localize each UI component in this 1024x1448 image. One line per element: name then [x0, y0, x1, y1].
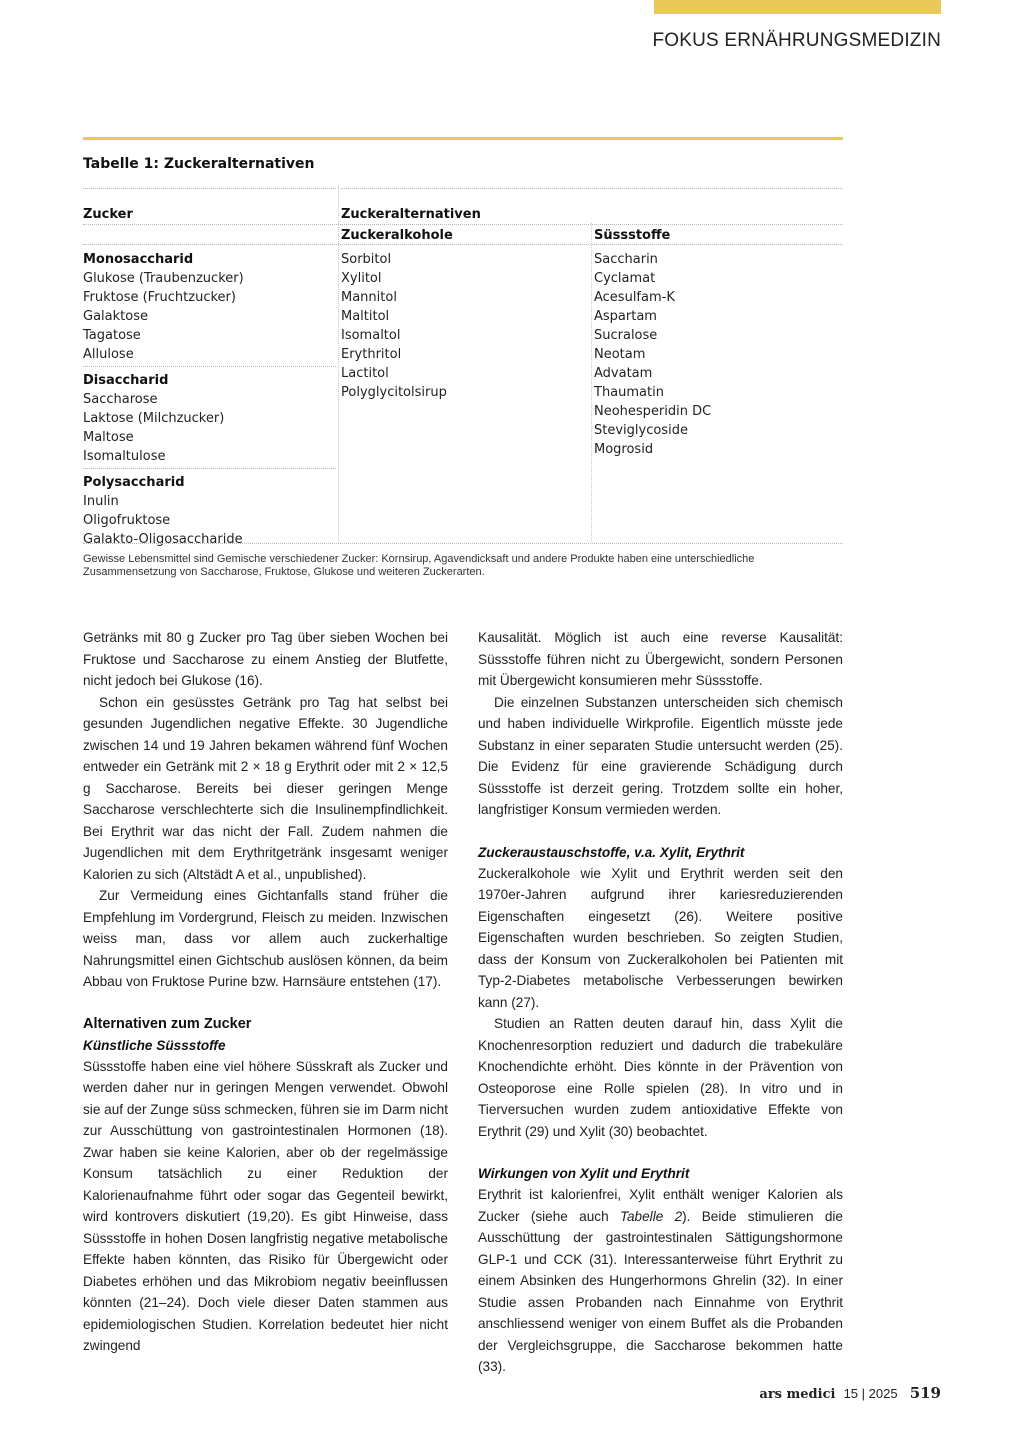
paragraph: Studien an Ratten deuten darauf hin, dass Xylit die Knochenresorption reduziert und dadurch die trabekuläre Knochendichte erhöht. Dies könnte in der Prävention von Osteoporose eine Rolle spielen (28). In vitro und in Tierversuchen wurden zudem antioxidative Effekte von Erythrit (29) und Xylit (30) beobachtet.: [478, 1016, 843, 1139]
subsection-heading: Zuckeraustauschstoffe, v.a. Xylit, Erythrit: [478, 844, 745, 860]
list-item: Laktose (Milchzucker): [83, 411, 225, 426]
column-divider: [338, 186, 339, 542]
list-item: Mannitol: [341, 290, 397, 305]
group-polysaccharid: [83, 468, 336, 549]
list-item: Mogrosid: [594, 442, 654, 457]
paragraph: Kausalität. Möglich ist auch eine reverse Kausalität: Süssstoffe führen nicht zu Übergewicht, sondern Personen mit Übergewicht konsumieren mehr Süssstoffe.: [478, 630, 843, 688]
list-item: Xylitol: [341, 271, 382, 286]
list-item: Inulin: [83, 494, 119, 509]
zucker-column: [83, 246, 336, 549]
group-heading: Polysaccharid: [83, 475, 185, 490]
table-rule: [83, 188, 336, 189]
list-item: Oligofruktose: [83, 513, 171, 528]
list-item: Acesulfam-K: [594, 290, 675, 305]
paragraph: Zuckeralkohole wie Xylit und Erythrit werden seit den 1970er-Jahren aufgrund ihrer kariesreduzierenden Eigenschaften eingesetzt (26). Weitere positive Eigenschaften wurden beschrieben. So zeigten Studien, dass der Konsum von Zuckeralkoholen bei Patienten mit Typ-2-Diabetes metabolische Verbesserungen bewirken kann (27).: [478, 865, 843, 1010]
list-item: Galakto-Oligosaccharide: [83, 532, 243, 547]
list-item: Saccharin: [594, 252, 658, 267]
list-item: Thaumatin: [594, 385, 664, 400]
journal-name: ars medici: [759, 1387, 836, 1402]
paragraph: Schon ein gesüsstes Getränk pro Tag hat selbst bei gesunden Jugendlichen negative Effekte. 30 Jugendliche zwischen 14 und 19 Jahren bekamen während fünf Wochen entweder ein Getränk mit 2 × 18 g Erythrit oder mit 2 × 12,5 g Saccharose. Bereits bei dieser geringen Menge Saccharose verschlechterte sich die Insulinempfindlichkeit. Bei Erythrit war das nicht der Fall. Zudem nahmen die Jugendlichen mit dem Erythritgetränk insgesamt weniger Kalorien zu sich (Altstädt A et al., unpublished).: [83, 694, 448, 882]
list-item: Tagatose: [83, 328, 141, 343]
suessstoffe-column: [594, 250, 843, 459]
group-heading: Monosaccharid: [83, 252, 194, 267]
list-item: Steviglycoside: [594, 423, 688, 438]
subsection-heading: Wirkungen von Xylit und Erythrit: [478, 1166, 690, 1181]
list-item: Neohesperidin DC: [594, 404, 712, 419]
list-item: Sorbitol: [341, 252, 392, 267]
table-top-rule: [83, 137, 843, 140]
subheader-zuckeralkohole: Zuckeralkohole: [341, 228, 453, 243]
list-item: Aspartam: [594, 309, 657, 324]
subheader-suessstoffe: Süssstoffe: [594, 228, 671, 243]
paragraph: Die einzelnen Substanzen unterscheiden sich chemisch und haben individuelle Wirkprofile. Eigentlich müsste jede Substanz in einer separaten Studie untersucht werden (25). Die Evidenz für eine gravierende Schädigung durch Süssstoffe ist derzeit gering. Trotzdem sollte ein hoher, langfristiger Konsum vermieden werden.: [478, 694, 843, 817]
paragraph: [478, 1184, 843, 1378]
list-item: Polyglycitolsirup: [341, 385, 447, 400]
paragraph: Zur Vermeidung eines Gichtanfalls stand früher die Empfehlung im Vordergrund, Fleisch zu meiden. Inzwischen weiss man, dass vor allem auch zuckerhaltige Nahrungsmittel einen Gichtschub auslösen können, da beim Abbau von Fruktose Purine bzw. Harnsäure entstehen (17).: [83, 888, 448, 989]
group-monosaccharid: [83, 246, 336, 364]
group-heading: Disaccharid: [83, 373, 169, 388]
list-item: Galaktose: [83, 309, 148, 324]
list-item: Isomaltol: [341, 328, 401, 343]
zuckeralkohole-column: [341, 250, 589, 402]
list-item: Lactitol: [341, 366, 389, 381]
table-footnote: Gewisse Lebensmittel sind Gemische verschiedener Zucker: Kornsirup, Agavendicksaft und andere Produkte haben eine unterschiedliche Zusammensetzung von Saccharose, Fruktose, Glukose und weiteren Zuckerarten.: [83, 553, 755, 578]
paragraph: Getränks mit 80 g Zucker pro Tag über sieben Wochen bei Fruktose und Saccharose zu einem Anstieg der Blutfette, nicht jedoch bei Glukose (16).: [83, 630, 448, 688]
list-item: Neotam: [594, 347, 646, 362]
table-title: Tabelle 1: Zuckeralternativen: [83, 156, 315, 172]
list-item: Erythritol: [341, 347, 402, 362]
subsection-heading: Künstliche Süssstoffe: [83, 1037, 226, 1053]
list-item: Fruktose (Fruchtzucker): [83, 290, 236, 305]
list-item: Glukose (Traubenzucker): [83, 271, 244, 286]
list-item: Isomaltulose: [83, 449, 166, 464]
paragraph: Süssstoffe haben eine viel höhere Süsskraft als Zucker und werden daher nur in geringen Mengen verwendet. Obwohl sie auf der Zunge süss schmecken, führen sie im Darm nicht zur Ausschüttung von gastrointestinalen Hormonen (18). Zwar haben sie keine Kalorien, aber ob der regelmässige Konsum tatsächlich zu einer Reduktion der Kalorienaufnahme führt oder sogar das Gegenteil bewirkt, wird kontrovers diskutiert (19,20). Es gibt Hinweise, dass Süssstoffe in hohen Dosen langfristig negative metabolische Effekte haben könnten, das Risiko für Übergewicht oder Diabetes erhöhen und das Mikrobiom negativ beeinflussen könnten (21–24). Doch viele dieser Daten stammen aus epidemiologischen Studien. Korrelation bedeutet hier nicht zwingend: [83, 1058, 448, 1353]
article-column-left: [83, 627, 448, 1357]
table-rule: [83, 224, 843, 225]
page-footer: [759, 1384, 941, 1402]
page-number: 519: [909, 1384, 941, 1402]
section-heading: Alternativen zum Zucker: [83, 1015, 252, 1032]
header-accent-bar: [654, 0, 941, 14]
col-header-zucker: Zucker: [83, 207, 133, 222]
group-disaccharid: [83, 366, 336, 466]
text-span: Erythrit ist kalorienfrei, Xylit enthält weniger Kalorien als Zucker (siehe auch: [478, 1187, 843, 1224]
issue-number: 15 | 2025: [843, 1386, 898, 1401]
list-item: Allulose: [83, 347, 134, 362]
list-item: Maltitol: [341, 309, 390, 324]
table-reference: Tabelle 2: [619, 1208, 683, 1224]
table-rule: [341, 188, 843, 189]
col-header-alternativen: Zuckeralternativen: [341, 207, 481, 222]
list-item: Saccharose: [83, 392, 158, 407]
column-divider: [591, 223, 592, 542]
list-item: Maltose: [83, 430, 134, 445]
text-span: ). Beide stimulieren die Ausschüttung der gastrointestinalen Sättigungshormone GLP-1 und CCK (31). Interessanterweise führt Erythrit zu einem Absinken des Hungerhormons Ghrelin (32). In einer Studie assen Probanden nach Einnahme von Erythrit anschliessend weniger von einem Buffet als die Probanden der Vergleichsgruppe, die Saccharose bekommen hatte (33).: [478, 1208, 843, 1374]
article-column-right: [478, 627, 843, 1378]
list-item: Cyclamat: [594, 271, 656, 286]
table-bottom-rule: [83, 543, 843, 544]
section-label: FOKUS ERNÄHRUNGSMEDIZIN: [652, 30, 941, 51]
list-item: Sucralose: [594, 328, 658, 343]
table-rule: [83, 244, 843, 245]
list-item: Advatam: [594, 366, 653, 381]
